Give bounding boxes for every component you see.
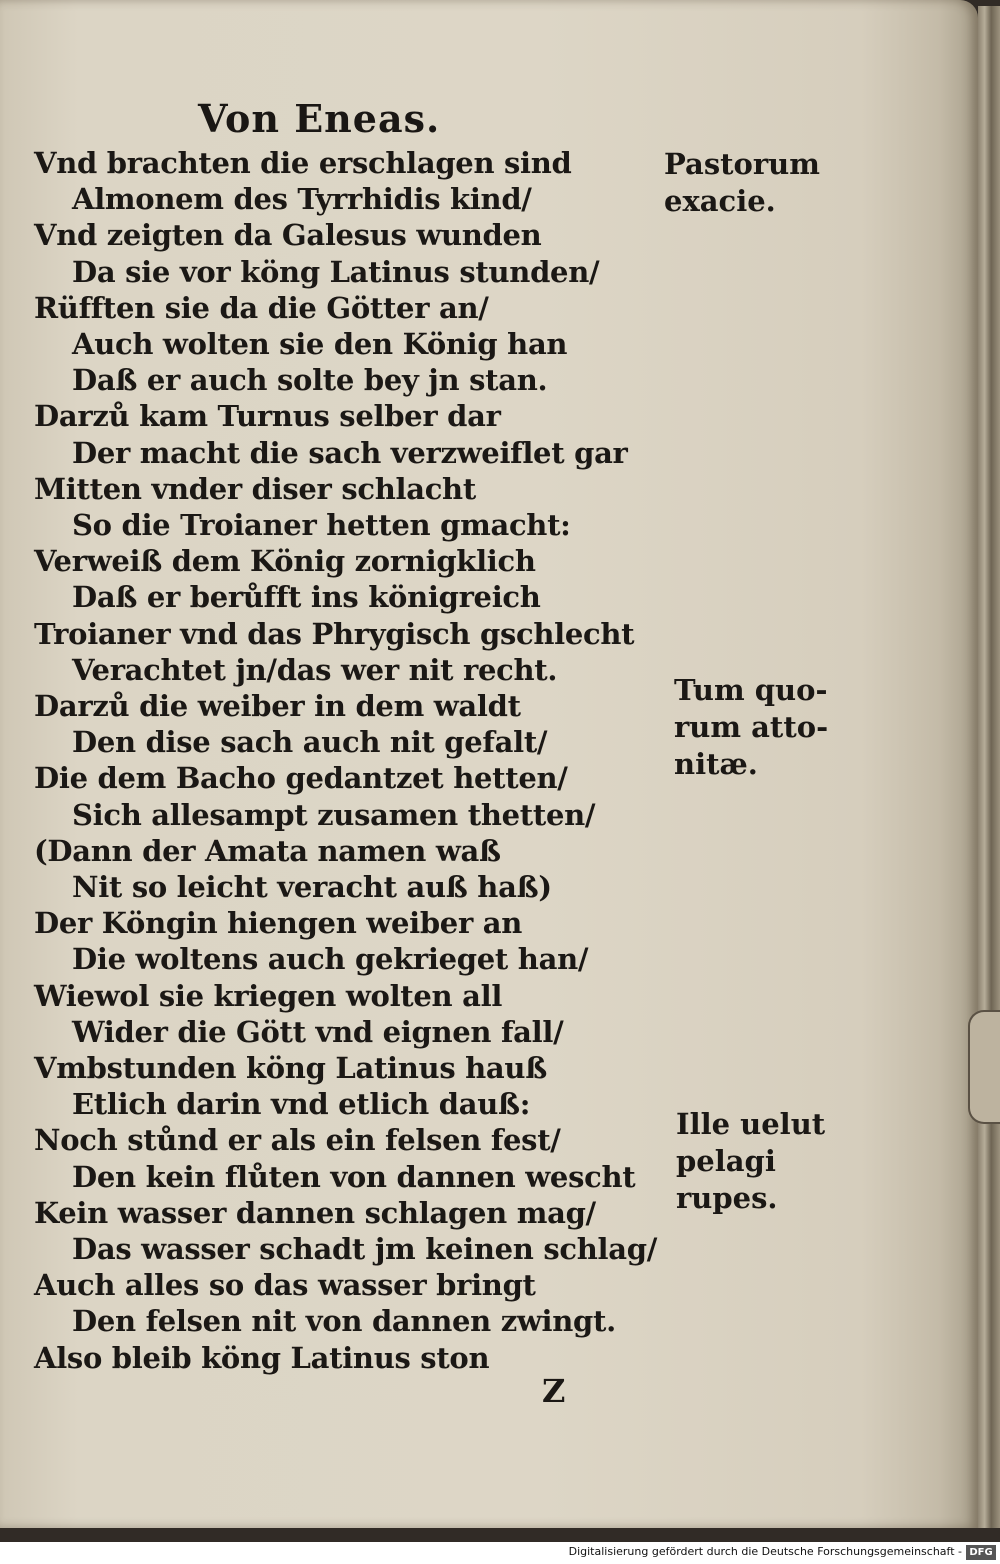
gloss-line: rupes. — [676, 1181, 778, 1215]
verse-line: Auch wolten sie den König han — [72, 327, 568, 361]
verse-line: Nit so leicht veracht auß haß) — [72, 870, 552, 904]
verse-line: Den kein flůten von dannen wescht — [72, 1160, 636, 1194]
verse-line: Daß er auch solte bey jn stan. — [72, 363, 548, 397]
digitization-footer — [0, 1542, 1000, 1564]
verse-line: Noch stůnd er als ein felsen fest/ — [34, 1123, 561, 1157]
page-tab-notch — [968, 1010, 1000, 1124]
verse-line: Wiewol sie kriegen wolten all — [34, 979, 503, 1013]
verse-line: Kein wasser dannen schlagen mag/ — [34, 1196, 596, 1230]
verse-line: Troianer vnd das Phrygisch gschlecht — [34, 617, 635, 651]
verse-line: Verweiß dem König zornigklich — [34, 544, 536, 578]
verse-line: Wider die Gött vnd eignen fall/ — [72, 1015, 564, 1049]
margin-gloss — [676, 1106, 825, 1217]
verse-line: Der Köngin hiengen weiber an — [34, 906, 522, 940]
verse-line: Also bleib köng Latinus ston — [34, 1341, 490, 1375]
verse-line: Sich allesampt zusamen thetten/ — [72, 798, 596, 832]
verse-line: Vnd zeigten da Galesus wunden — [34, 218, 542, 252]
gloss-line: exacie. — [664, 184, 776, 218]
running-head: Von Eneas. — [198, 96, 441, 141]
verse-line: Darzů die weiber in dem waldt — [34, 689, 521, 723]
verse-line: Das wasser schadt jm keinen schlag/ — [72, 1232, 658, 1266]
margin-gloss — [664, 146, 820, 220]
verse-line: Etlich darin vnd etlich dauß: — [72, 1087, 531, 1121]
gloss-line: Ille uelut — [676, 1107, 826, 1141]
verse-line: Die woltens auch gekrieget han/ — [72, 942, 589, 976]
verse-line: Vnd brachten die erschlagen sind — [34, 146, 572, 180]
verse-line: (Dann der Amata namen waß — [34, 834, 501, 868]
verse-line: Den felsen nit von dannen zwingt. — [72, 1304, 616, 1338]
verse-line: Den dise sach auch nit gefalt/ — [72, 725, 548, 759]
verse-line: Die dem Bacho gedantzet hetten/ — [34, 761, 568, 795]
gloss-line: Pastorum — [664, 147, 820, 181]
verse-line: Daß er berůfft ins königreich — [72, 580, 541, 614]
verse-line: Almonem des Tyrrhidis kind/ — [72, 182, 532, 216]
signature-mark: Z — [542, 1372, 566, 1410]
verse-line: Auch alles so das wasser bringt — [34, 1268, 536, 1302]
dfg-logo: DFG — [966, 1545, 996, 1560]
footer-credit: Digitalisierung gefördert durch die Deutsche Forschungsgemeinschaft - — [568, 1545, 962, 1558]
gloss-line: Tum quo- — [674, 673, 828, 707]
gloss-line: nitæ. — [674, 747, 758, 781]
verse-line: Der macht die sach verzweiflet gar — [72, 436, 628, 470]
verse-line: Rüfften sie da die Götter an/ — [34, 291, 489, 325]
margin-gloss — [674, 672, 828, 783]
verse-line: Da sie vor köng Latinus stunden/ — [72, 255, 600, 289]
verse-line: Darzů kam Turnus selber dar — [34, 399, 501, 433]
page-edges — [978, 6, 1000, 1528]
verse-line: Mitten vnder diser schlacht — [34, 472, 476, 506]
verse-line: Vmbstunden köng Latinus hauß — [34, 1051, 547, 1085]
verse-line: So die Troianer hetten gmacht: — [72, 508, 571, 542]
gloss-line: pelagi — [676, 1144, 776, 1178]
gloss-line: rum atto- — [674, 710, 829, 744]
verse-line: Verachtet jn/das wer nit recht. — [72, 653, 558, 687]
